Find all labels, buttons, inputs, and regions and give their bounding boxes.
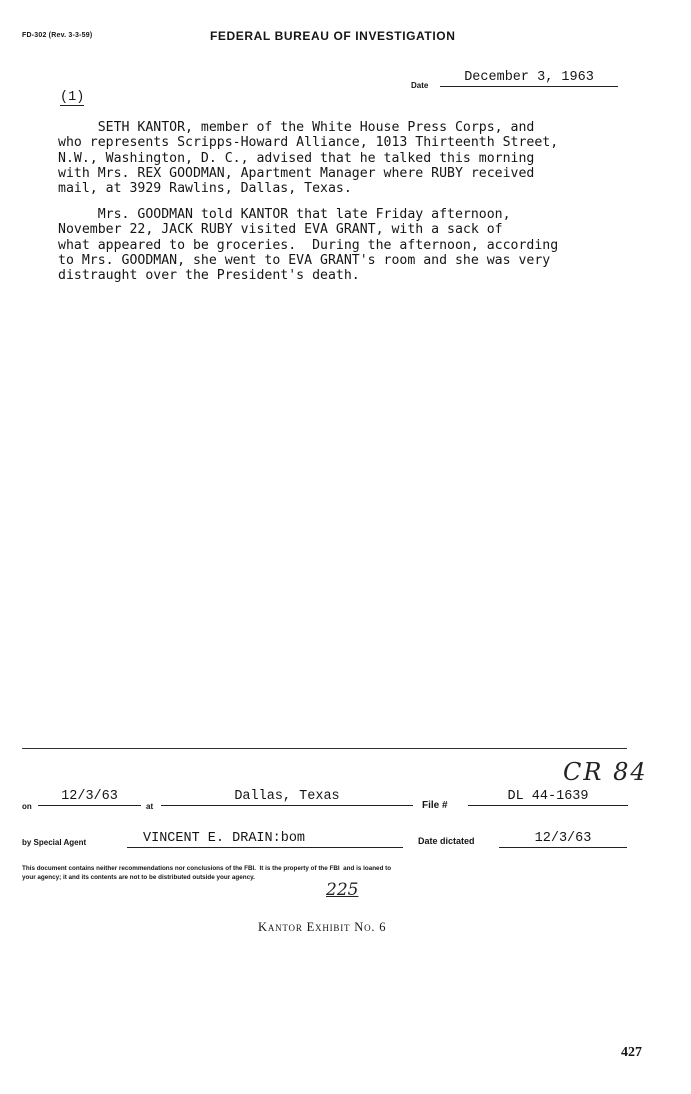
agency-title: FEDERAL BUREAU OF INVESTIGATION [210, 29, 456, 43]
file-number: DL 44-1639 [468, 789, 628, 806]
body-paragraph-1: SETH KANTOR, member of the White House Press Corps, and who represents Scripps-Howard Alliance, 1013 Thirteenth Street, N.W., Washington, D. C., advised that he talked this morning with Mrs. REX GOODMAN, Apartment Manager where RUBY received mail, at 3929 Rawlins, Dallas, Texas. [58, 120, 559, 197]
agent-label: by Special Agent [22, 838, 87, 847]
disclaimer-text: This document contains neither recommendations nor conclusions of the FBI. It is the property of the FBI and is loaned to your agency; it and its contents are not to be distributed outside your agency. [22, 865, 392, 881]
page-number: 427 [621, 1045, 642, 1060]
body-paragraph-2: Mrs. GOODMAN told KANTOR that late Friday afternoon, November 22, JACK RUBY visited EVA GRANT, with a sack of what appeared to be groceries. During the afternoon, according to Mrs. GOODMAN, she went to EVA GRANT's room and she was very distraught over the President's death. [58, 207, 559, 284]
exhibit-label: Kantor Exhibit No. 6 [258, 920, 387, 934]
on-label: on [22, 802, 32, 811]
interview-date: 12/3/63 [38, 789, 141, 806]
serial-number: (1) [60, 90, 85, 105]
form-number: FD-302 (Rev. 3-3-59) [22, 32, 93, 39]
date-label: Date [411, 81, 429, 90]
handwritten-number: 225 [326, 880, 359, 900]
date-dictated-label: Date dictated [418, 836, 475, 846]
footer-divider [22, 748, 627, 749]
interview-location: Dallas, Texas [161, 789, 413, 806]
date-value: December 3, 1963 [440, 70, 618, 87]
file-label: File # [422, 800, 448, 811]
agent-name: VINCENT E. DRAIN:bom [127, 831, 403, 848]
at-label: at [146, 802, 154, 811]
handwritten-note: CR 84 [563, 758, 648, 786]
date-dictated-value: 12/3/63 [499, 831, 627, 848]
